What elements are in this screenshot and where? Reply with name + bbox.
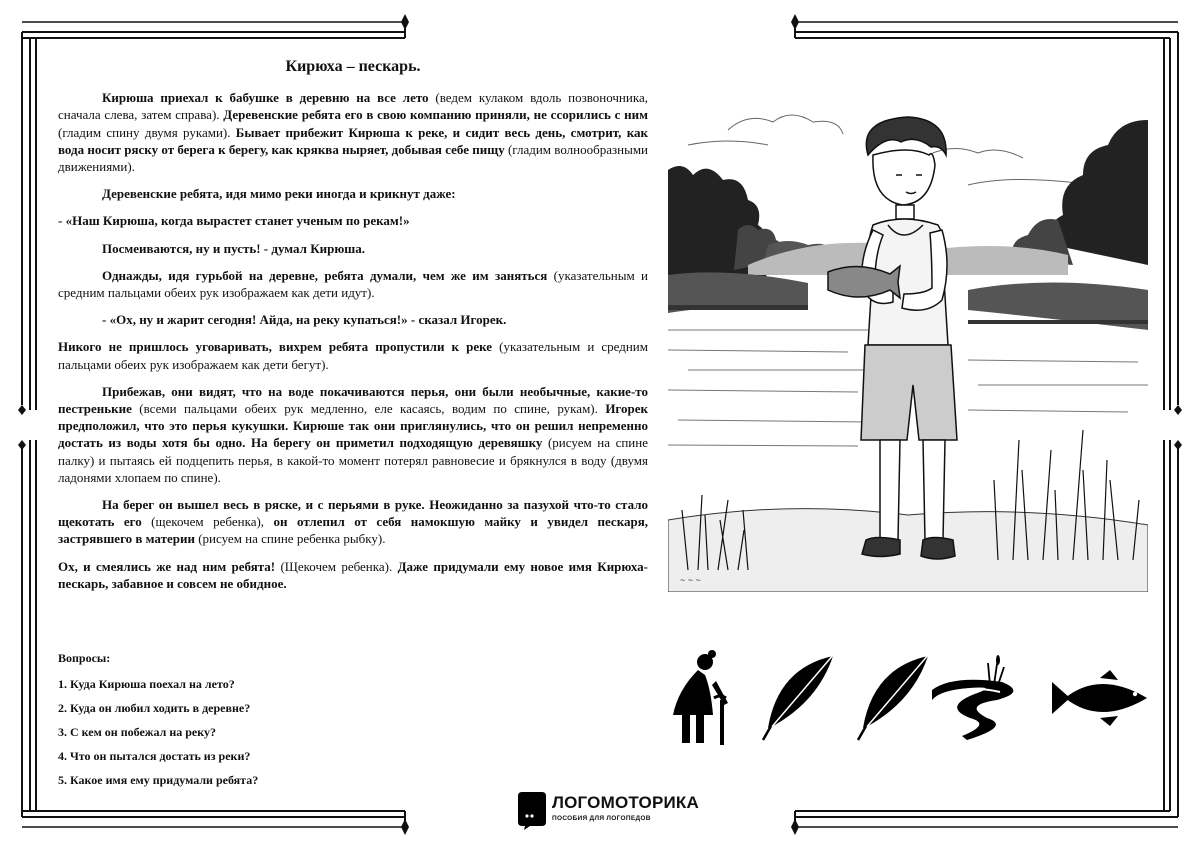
pictogram-row [660,640,1160,750]
question-item: 1. Куда Кирюша поехал на лето? [58,677,235,691]
fish-icon [1052,670,1147,726]
artist-signature-mark: ~ ~ ~ [680,575,701,585]
paragraph-note: (Щекочем ребенка). [275,558,398,574]
paragraph-bold: - «Наш Кирюша, когда вырастет станет ученым по рекам!» [58,213,410,229]
feather-icon [858,654,929,740]
paragraph-bold: Даже придумали ему новое имя Кирюха- пескарь, забавное и совсем не обидное. [58,558,648,591]
paragraph-bold: Кирюша приехал к бабушке в деревню на все лето [102,90,429,106]
paragraph [58,311,648,328]
paragraph-note: (гладим волнообразными движениями). [58,141,648,175]
logo-mark [518,790,548,830]
grandmother-icon [673,650,728,745]
paragraph [58,185,648,202]
paragraph [58,267,648,301]
paragraph-bold: Деревенские ребята его в свою компанию приняли, не ссорились с ним [223,107,648,123]
paragraph-bold: Бывает прибежит Кирюша к реке, и сидит весь день, смотрит, как вода носит ряску от берега к берегу, как кряква ныряет, добывая себе пищу [58,124,648,157]
paragraph-bold: Прибежав, они видят, что на воде покачиваются перья, они были необычные, какие-то пестренькие [58,383,648,417]
boy-river-illustration [668,100,1148,592]
question-item: 5. Какое имя ему придумали ребята? [58,773,259,787]
paragraph-note: (указательным и средним пальцами обеих рук изображаем как дети идут). [58,267,649,301]
river-icon [932,655,1013,740]
paragraph [58,496,648,548]
question-item: 2. Куда он любил ходить в деревне? [58,701,251,715]
paragraph-bold: Деревенские ребята, идя мимо реки иногда и крикнут даже: [102,186,456,202]
paragraph-note: (рисуем на спине палку) и пытаясь ей подцепить перья, в какой-то момент потерял равновесие и брякнулся в воду (двумя ладонями хлопаем по спине). [58,435,648,485]
paragraph [58,89,648,175]
paragraph-note: (гладим спину двумя руками). [58,124,236,140]
story-text [58,58,648,602]
paragraph [58,558,648,592]
logo-name: ЛОГОМОТОРИКА [552,793,699,812]
paragraph-bold: На берег он вышел весь в ряске, и с перьями в руке. Неожиданно за пазухой что-то стало щекотать его [58,497,648,530]
questions-heading: Вопросы: [58,651,111,665]
feather-icon [763,654,834,740]
paragraph-bold: он отлепил от себя намокшую майку и увидел пескаря, застрявшего в материи [58,514,648,547]
paragraph-bold: Игорек предположил, что это перья кукушки. Кирюше так они приглянулись, что он решил непременно достать из воды хотя бы одно. На берегу он приметил подходящую деревяшку [58,401,648,451]
paragraph-note: (указательным и средним пальцами обеих рук изображаем как дети бегут). [58,339,648,372]
paragraph-note: (всеми пальцами обеих рук медленно, еле касаясь, водим по спине, рукам). [131,401,606,417]
paragraph-bold: Однажды, идя гурьбой на деревне, ребята думали, чем же им заняться [102,267,548,283]
paragraph-bold: Посмеиваются, ну и пусть! - думал Кирюша. [102,240,366,256]
paragraph-bold: - «Ох, ну и жарит сегодня! Айда, на реку купаться!» - сказал Игорек. [102,312,507,328]
paragraph [58,383,648,486]
paragraph-note: (ведем кулаком вдоль позвоночника, сначала слева, затем справа). [58,90,648,123]
question-item: 3. С кем он побежал на реку? [58,725,216,739]
paragraph [58,212,648,229]
paragraph-bold: Ох, и смеялись же над ним ребята! [58,558,276,574]
story-title: Кирюха – пескарь. [285,58,421,75]
question-item: 4. Что он пытался достать из реки? [58,749,251,763]
paragraph-note: (щекочем ребенка), [141,514,274,530]
paragraph-note: (рисуем на спине ребенка рыбку). [194,531,386,547]
paragraph-bold: Никого не пришлось уговаривать, вихрем ребята пропустили к реке [58,339,493,355]
logo-tagline: ПОСОБИЯ ДЛЯ ЛОГОПЕДОВ [552,815,651,822]
paragraph [58,240,648,257]
paragraph [58,338,648,372]
questions-block [58,650,258,796]
